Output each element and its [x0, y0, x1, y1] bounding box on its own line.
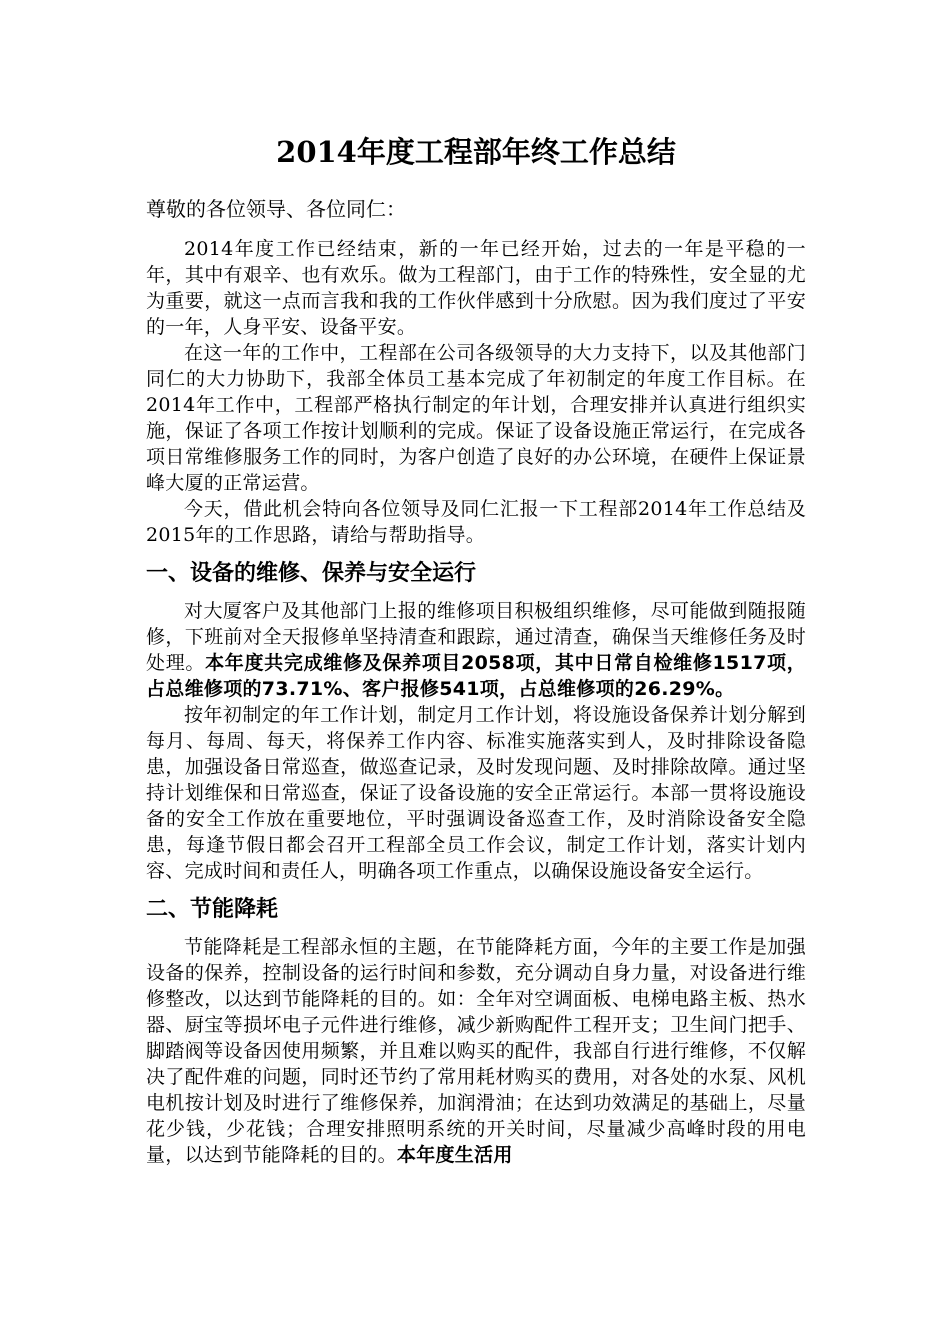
section-1-paragraph-1-text: 对大厦客户及其他部门上报的维修项目积极组织维修，尽可能做到随报随修，下班前对全天报修单坚持清查和跟踪，通过清查，确保当天维修任务及时处理。: [146, 600, 806, 674]
section-2-paragraph-1: [146, 934, 806, 1168]
section-2-bold-tail: 本年度生活用: [396, 1144, 513, 1166]
section-1-paragraph-1: [146, 598, 806, 702]
section-1-statistics-bold: 本年度共完成维修及保养项目2058项，其中日常自检维修1517项，占总维修项的73.71%、客户报修541项，占总维修项的26.29%。: [146, 652, 806, 700]
document-title: 2014年度工程部年终工作总结: [276, 135, 676, 169]
section-1-paragraph-2: 按年初制定的年工作计划，制定月工作计划，将设施设备保养计划分解到每月、每周、每天，将保养工作内容、标准实施落实到人，及时排除设备隐患，加强设备日常巡查，做巡查记录，及时发现问题、及时排除故障。通过坚持计划维保和日常巡查，保证了设备设施的安全正常运行。本部一贯将设施设备的安全工作放在重要地位，平时强调设备巡查工作，及时消除设备安全隐患，每逢节假日都会召开工程部全员工作会议，制定工作计划，落实计划内容、完成时间和责任人，明确各项工作重点，以确保设施设备安全运行。: [146, 704, 806, 882]
intro-paragraph-3: 今天，借此机会特向各位领导及同仁汇报一下工程部2014年工作总结及2015年的工作思路，请给与帮助指导。: [146, 498, 806, 546]
document-page: [146, 128, 806, 1168]
section-2-paragraph-1-text: 节能降耗是工程部永恒的主题，在节能降耗方面，今年的主要工作是加强设备的保养，控制设备的运行时间和参数，充分调动自身力量，对设备进行维修整改，以达到节能降耗的目的。如：全年对空调面板、电梯电路主板、热水器、厨宝等损坏电子元件进行维修，减少新购配件工程开支；卫生间门把手、脚踏阀等设备因使用频繁，并且难以购买的配件，我部自行进行维修，不仅解决了配件难的问题，同时还节约了常用耗材购买的费用，对各处的水泵、风机电机按计划及时进行了维修保养，加润滑油；在达到功效满足的基础上，尽量花少钱，少花钱；合理安排照明系统的开关时间，尽量减少高峰时段的用电量，以达到节能降耗的目的。: [146, 936, 806, 1166]
section-2-heading: 二、节能降耗: [146, 897, 279, 922]
intro-paragraph-1: 2014年度工作已经结束，新的一年已经开始，过去的一年是平稳的一年，其中有艰辛、也有欢乐。做为工程部门，由于工作的特殊性，安全显的尤为重要，就这一点而言我和我的工作伙伴感到十分欣慰。因为我们度过了平安的一年，人身平安、设备平安。: [146, 238, 806, 338]
section-1-heading: 一、设备的维修、保养与安全运行: [146, 561, 477, 586]
intro-paragraph-2: 在这一年的工作中，工程部在公司各级领导的大力支持下，以及其他部门同仁的大力协助下，我部全体员工基本完成了年初制定的年度工作目标。在2014年工作中，工程部严格执行制定的年计划，合理安排并认真进行组织实施，保证了各项工作按计划顺利的完成。保证了设备设施正常运行，在完成各项日常维修服务工作的同时，为客户创造了良好的办公环境，在硬件上保证景峰大厦的正常运营。: [146, 342, 806, 494]
salutation: 尊敬的各位领导、各位同仁：: [146, 197, 406, 221]
